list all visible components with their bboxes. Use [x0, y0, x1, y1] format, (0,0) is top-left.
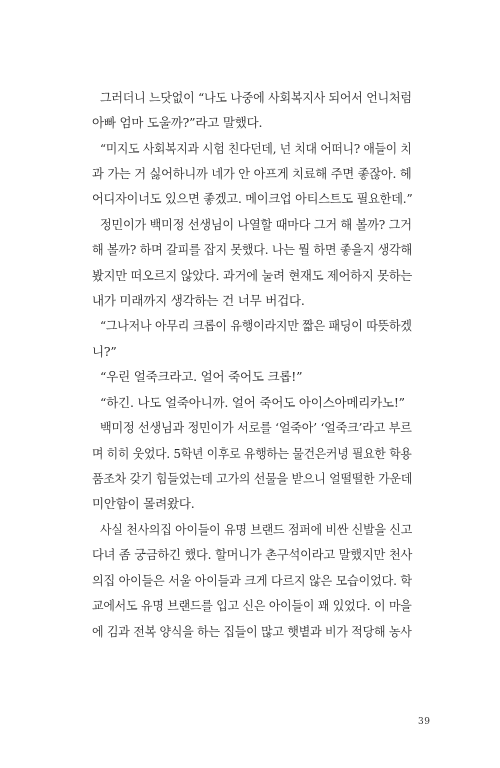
body-line: 어디자이너도 있으면 좋겠고. 메이크업 아티스트도 필요한데.”	[92, 191, 413, 206]
body-line: 백미정 선생님과 정민이가 서로를 ‘얼죽아’ ‘얼죽크’라고 부르	[100, 420, 412, 435]
body-line: “미지도 사회복지과 시험 친다던데, 넌 치대 어떠니? 애들이 치	[100, 141, 412, 156]
page-number: 39	[418, 717, 431, 727]
body-line: 정민이가 백미정 선생님이 나열할 때마다 그거 해 볼까? 그거	[100, 217, 412, 232]
body-line: “하긴. 나도 얼죽아니까. 얼어 죽어도 아이스아메리카노!”	[100, 395, 405, 410]
body-line: 봤지만 떠오르지 않았다. 과거에 눌려 현재도 제어하지 못하는	[92, 268, 413, 283]
body-line: “그나저나 아무리 크롭이 유행이라지만 짧은 패딩이 따뜻하겠	[100, 318, 412, 333]
body-line: 니?”	[92, 344, 117, 359]
body-line: 아빠 엄마 도울까?”라고 말했다.	[92, 115, 263, 130]
body-line: 그러더니 느닷없이 “나도 나중에 사회복지사 되어서 언니처럼	[100, 90, 412, 105]
body-line: 해 볼까? 하며 갈피를 잡지 못했다. 나는 뭘 하면 좋을지 생각해	[92, 242, 413, 257]
body-line: 교에서도 유명 브랜드를 입고 신은 아이들이 꽤 있었다. 이 마을	[92, 598, 412, 613]
body-line: 며 히히 웃었다. 5학년 이후로 유행하는 물건은커녕 필요한 학용	[92, 446, 412, 461]
body-line: “우린 얼죽크라고. 얼어 죽어도 크롭!”	[100, 369, 303, 384]
body-line: 에 김과 전복 양식을 하는 집들이 많고 햇볕과 비가 적당해 농사	[92, 624, 412, 639]
body-line: 사실 천사의집 아이들이 유명 브랜드 점퍼에 비싼 신발을 신고	[100, 522, 413, 537]
body-line: 내가 미래까지 생각하는 건 너무 버겁다.	[92, 293, 305, 308]
body-line: 품조차 갖기 힘들었는데 고가의 선물을 받으니 얼떨떨한 가운데	[92, 471, 413, 486]
body-line: 미안함이 몰려왔다.	[92, 496, 195, 511]
body-line: 다녀 좀 궁금하긴 했다. 할머니가 촌구석이라고 말했지만 천사	[92, 547, 413, 562]
body-line: 과 가는 거 싫어하니까 네가 안 아프게 치료해 주면 좋잖아. 헤	[92, 166, 412, 181]
body-line: 의집 아이들은 서울 아이들과 크게 다르지 않은 모습이었다. 학	[92, 573, 412, 588]
